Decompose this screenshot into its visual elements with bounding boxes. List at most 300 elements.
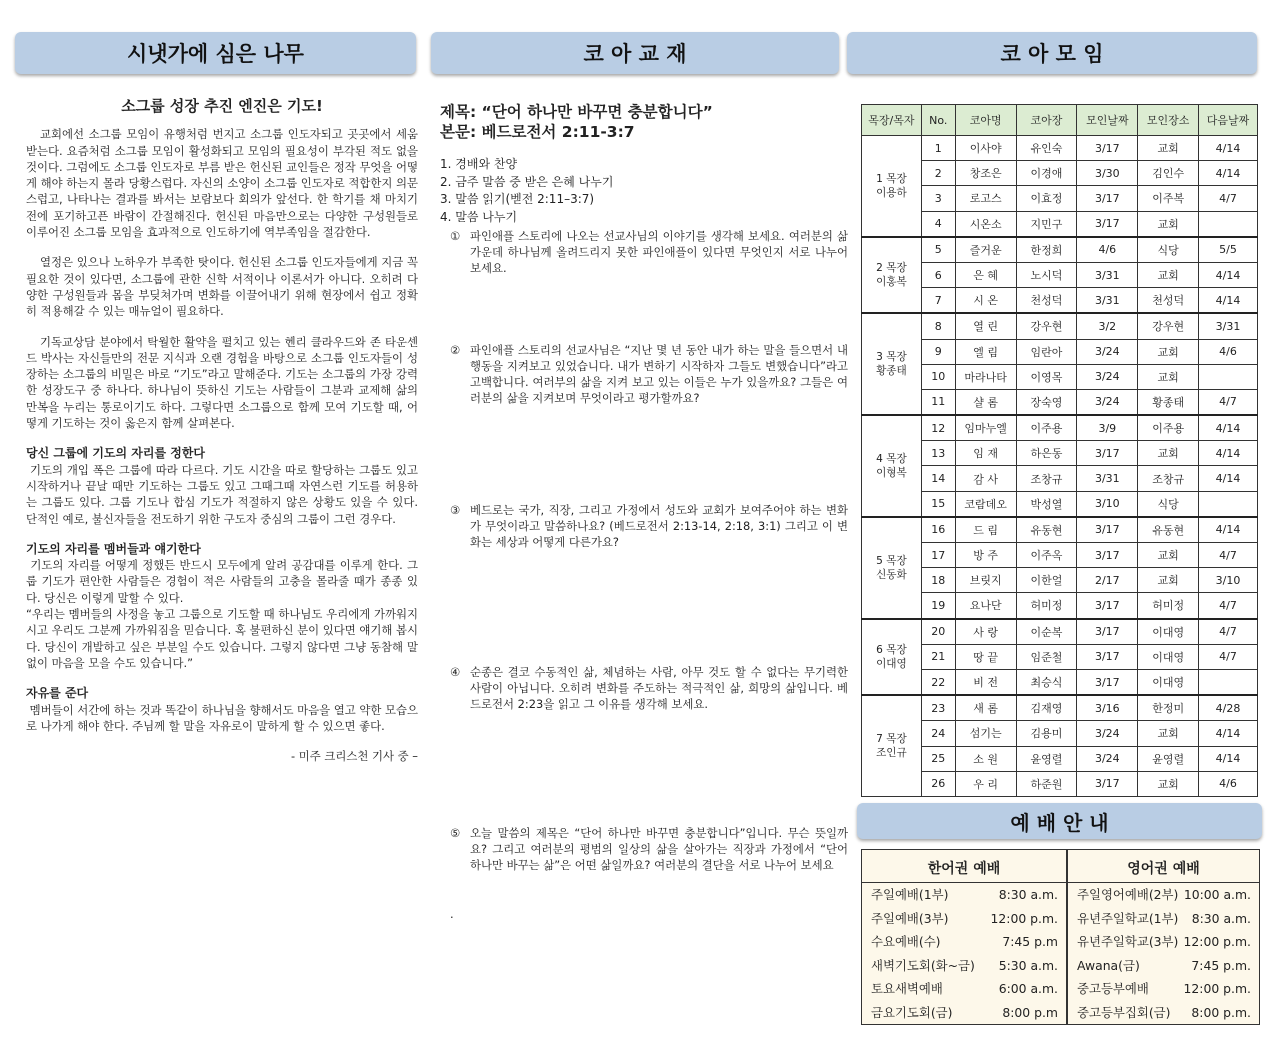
table-cell: 3/31: [1077, 262, 1138, 287]
worship-row: [862, 977, 1066, 1001]
table-cell: 3/17: [1077, 543, 1138, 568]
outline-item: 4. 말씀 나누기: [440, 209, 518, 224]
table-cell: 4/6: [1199, 771, 1258, 796]
mokja-name: 조인규: [876, 747, 907, 759]
table-cell: 4/7: [1199, 186, 1258, 211]
table-cell: 20: [921, 619, 955, 645]
table-row: [862, 211, 1258, 237]
table-cell: 로고스: [955, 186, 1016, 211]
section-heading: 당신 그룹에 기도의 자리를 정한다: [26, 446, 206, 461]
table-cell: 새 롬: [955, 695, 1016, 721]
table-row: [862, 364, 1258, 389]
worship-time: 7:45 p.m.: [1191, 957, 1251, 973]
table-cell: 4/28: [1199, 695, 1258, 721]
table-cell: 19: [921, 593, 955, 619]
table-cell: 임마누엘: [955, 415, 1016, 441]
mokjang-name: 7 목장: [876, 733, 907, 745]
table-cell: 23: [921, 695, 955, 721]
table-row: [862, 288, 1258, 314]
mokja-name: 황종태: [876, 365, 907, 378]
table-cell: 이순복: [1016, 619, 1077, 645]
table-cell: 25: [921, 746, 955, 771]
worship-time: 8:00 p.m: [1002, 1004, 1058, 1020]
worship-name: 유년주일학교(1부): [1077, 910, 1179, 926]
table-row: [862, 771, 1258, 796]
mokja-name: 이홍복: [876, 276, 907, 289]
table-cell: 교회: [1138, 441, 1199, 466]
worship-name: Awana(금): [1077, 957, 1140, 973]
table-cell: 15: [921, 491, 955, 517]
question-text: 파인애플 스토리에 나오는 선교사님의 이야기를 생각해 보세요. 여러분의 삶 가운데 하나님께 올려드리지 못한 파인애플이 있다면 무엇인지 서로 나누어보세요.: [470, 229, 848, 275]
table-cell: 최승식: [1016, 669, 1077, 695]
table-cell: 시온소: [955, 211, 1016, 237]
section-body: 기도의 개입 폭은 그룹에 따라 다르다. 기도 시간을 따로 할당하는 그룹도 있고 시작하거나 끝날 때만 기도하는 그룹도 있고 그때그때 자연스런 기도를 허용하는 그룹도 있다. 그룹 기도나 합심 기도가 적절하지 않은 상황도 있을 수 있다. 단적인 예로, 불신자들을 전도하기 위한 구도자 중심의 그룹이 그런 경우다.: [26, 462, 422, 526]
question: [450, 228, 848, 276]
table-cell: 3/17: [1077, 619, 1138, 645]
table-cell: 유인숙: [1016, 136, 1077, 161]
table-cell: 3/17: [1077, 136, 1138, 161]
mokjang-name: 3 목장: [876, 351, 907, 364]
worship-time: 7:45 p.m: [1002, 934, 1058, 949]
table-cell: 식당: [1138, 491, 1199, 517]
table-cell: 4/14: [1199, 161, 1258, 186]
table-cell: 3/16: [1077, 695, 1138, 721]
table-cell: 교회: [1138, 339, 1199, 364]
question-number: ①: [450, 229, 461, 243]
worship-name: 새벽기도회(화~금): [871, 957, 975, 973]
mokjang-name: 1 목장: [876, 172, 907, 185]
table-cell: 9: [921, 339, 955, 364]
table-cell: 3/17: [1077, 211, 1138, 237]
table-cell: 하준원: [1016, 771, 1077, 796]
table-cell: 3/17: [1077, 771, 1138, 796]
table-cell: 4/7: [1199, 619, 1258, 645]
article-paragraph: 기독교상담 분야에서 탁월한 활약을 펼치고 있는 헨리 클라우드와 존 타운센드 박사는 자신들만의 전문 지식과 오랜 경험을 바탕으로 소그룹 인도자들이 성장하는 소그룹의 비밀은 바로 “기도”라고 말해준다. 기도는 소그룹의 가장 강력한 성장도구 중 하나다. 하나님이 뜻하신 기도는 사람들이 그분과 교제해 삶의 만복을 누리는 통로이기도 하다. 그렇다면 소그룹으로 함께 모여 기도할 때, 어떻게 기도하는 것이 옳은지 함께 살펴본다.: [26, 334, 422, 431]
table-cell: 3/31: [1077, 466, 1138, 491]
korean-worship-heading: 한어권 예배: [862, 850, 1066, 883]
table-cell: 즐거운: [955, 237, 1016, 263]
table-cell: 3/24: [1077, 364, 1138, 389]
worship-row: [862, 954, 1066, 978]
worship-name: 주일예배(1부): [871, 887, 949, 902]
table-cell: 24: [921, 721, 955, 746]
table-cell: 장숙영: [1016, 389, 1077, 415]
table-cell: 이경애: [1016, 161, 1077, 186]
table-row: [862, 161, 1258, 186]
table-cell: 창조은: [955, 161, 1016, 186]
mokjang-cell: [862, 695, 922, 796]
banner-koa-lesson: 코 아 교 재: [431, 32, 839, 74]
table-cell: 조창규: [1016, 466, 1077, 491]
table-cell: 임 재: [955, 441, 1016, 466]
mokjang-cell: [862, 313, 922, 415]
table-cell: 22: [921, 669, 955, 695]
outline-item: 3. 말씀 읽기(벧전 2:11–3:7): [440, 192, 595, 206]
table-cell: 3/17: [1077, 517, 1138, 543]
worship-name: 주일영어예배(2부): [1077, 887, 1179, 902]
table-cell: 3/17: [1077, 593, 1138, 619]
table-cell: 4/7: [1199, 593, 1258, 619]
banner-worship: 예 배 안 내: [857, 803, 1262, 839]
table-cell: 소 원: [955, 746, 1016, 771]
table-row: [862, 619, 1258, 645]
mokjang-cell: [862, 415, 922, 517]
mokjang-cell: [862, 136, 922, 237]
article-section: [26, 685, 418, 734]
column-header: 코아명: [955, 105, 1016, 136]
table-cell: 열 린: [955, 313, 1016, 339]
table-cell: 4/14: [1199, 746, 1258, 771]
table-cell: 유동현: [1138, 517, 1199, 543]
table-cell: [1199, 364, 1258, 389]
table-cell: 17: [921, 543, 955, 568]
table-cell: 이주용: [1016, 415, 1077, 441]
table-row: [862, 669, 1258, 695]
table-cell: 한정희: [1016, 237, 1077, 263]
table-row: [862, 644, 1258, 669]
table-cell: 노시덕: [1016, 262, 1077, 287]
table-row: [862, 491, 1258, 517]
table-cell: 4/14: [1199, 466, 1258, 491]
table-cell: 7: [921, 288, 955, 314]
table-cell: 3/24: [1077, 746, 1138, 771]
table-cell: 14: [921, 466, 955, 491]
koa-table: [861, 104, 1258, 797]
table-cell: 5: [921, 237, 955, 263]
question-number: ⑤: [450, 826, 461, 840]
table-cell: 섬기는: [955, 721, 1016, 746]
table-cell: 3: [921, 186, 955, 211]
table-cell: 샬 롬: [955, 389, 1016, 415]
worship-name: 토요새벽예배: [871, 981, 943, 996]
table-cell: 땅 끝: [955, 644, 1016, 669]
table-header-row: [862, 105, 1258, 136]
table-row: [862, 593, 1258, 619]
mokja-name: 이대영: [876, 657, 907, 670]
question-text: 순종은 결코 수동적인 삶, 체념하는 사람, 아무 것도 할 수 없다는 무기력한 사람이 아닙니다. 오히려 변화를 주도하는 적극적인 삶, 희망의 삶입니다. 베드로전서 2:23을 읽고 그 이유를 생각해 보세요.: [470, 665, 848, 711]
table-row: [862, 746, 1258, 771]
table-row: [862, 441, 1258, 466]
article-title: 소그룹 성장 추진 엔진은 기도!: [121, 97, 323, 115]
worship-row: [862, 1001, 1066, 1025]
table-cell: 드 림: [955, 517, 1016, 543]
table-row: [862, 466, 1258, 491]
worship-row: [862, 883, 1066, 907]
table-row: [862, 389, 1258, 415]
worship-time: 12:00 p.m.: [990, 910, 1058, 926]
section-heading: 자유를 준다: [26, 686, 89, 701]
question-number: ④: [450, 665, 461, 679]
mokjang-cell: [862, 237, 922, 314]
table-cell: [1199, 211, 1258, 237]
table-cell: 하은동: [1016, 441, 1077, 466]
worship-time: 8:30 a.m.: [998, 887, 1058, 902]
mokjang-name: 4 목장: [876, 452, 907, 465]
table-cell: 허미정: [1138, 593, 1199, 619]
table-row: [862, 313, 1258, 339]
table-cell: 10: [921, 364, 955, 389]
table-cell: 교회: [1138, 262, 1199, 287]
article-paragraph: 교회에선 소그룹 모임이 유행처럼 번지고 소그룹 인도자되고 곳곳에서 세움 받는다. 요즘처럼 소그룹 모임이 활성화되고 모임의 필요성이 부각된 적도 없을 것이다. 그럼에도 소그룹 인도자로 부름 받은 헌신된 교인들은 정작 무엇을 어떻게 해야 하는지 몰라 당황스럽다. 자신의 소양이 소그룹 인도자로 적합한지 의문스럽고, 나타나는 결과를 봐서는 보람보다 회의가 앞선다. 한 학기를 채 마치기 전에 포기하고픈 바람이 간절해진다. 헌신된 마음만으로는 다양한 구성원들로 이루어진 소그룹 모임을 효과적으로 인도하기에 역부족임을 절감한다.: [26, 127, 422, 240]
table-cell: 3/17: [1077, 644, 1138, 669]
column-header: 목장/목자: [862, 105, 922, 136]
table-cell: 11: [921, 389, 955, 415]
table-cell: 한정미: [1138, 695, 1199, 721]
column-header: 코아장: [1016, 105, 1077, 136]
table-row: [862, 568, 1258, 593]
question-text: 베드로는 국가, 직장, 그리고 가정에서 성도와 교회가 보여주어야 하는 변화가 무엇이라고 말씀하나요? (베드로전서 2:13-14, 2:18, 3:1) 그리고 이 변화는 세상과 어떻게 다른가요?: [470, 503, 848, 549]
question: [450, 664, 848, 712]
table-cell: 교회: [1138, 721, 1199, 746]
table-cell: 우 리: [955, 771, 1016, 796]
article-section: [26, 541, 418, 671]
lesson: [440, 102, 848, 922]
column-header: 모인장소: [1138, 105, 1199, 136]
outline-item: 2. 금주 말씀 중 받은 은혜 나누기: [440, 174, 614, 189]
table-row: [862, 543, 1258, 568]
table-cell: 코람데오: [955, 491, 1016, 517]
table-cell: 3/31: [1199, 313, 1258, 339]
table-row: [862, 186, 1258, 211]
worship-name: 금요기도회(금): [871, 1004, 953, 1020]
table-cell: 이한얼: [1016, 568, 1077, 593]
table-cell: [1199, 491, 1258, 517]
article-signature: - 미주 크리스천 기사 중 –: [291, 749, 418, 764]
table-cell: 3/24: [1077, 339, 1138, 364]
table-row: [862, 339, 1258, 364]
table-cell: 이주옥: [1016, 543, 1077, 568]
lesson-scripture: 본문: 베드로전서 2:11-3:7: [440, 123, 635, 141]
table-cell: 강우현: [1138, 313, 1199, 339]
korean-worship-list: [862, 883, 1066, 1024]
mokjang-name: 6 목장: [876, 643, 907, 656]
worship-time: 8:30 a.m.: [1191, 910, 1251, 926]
worship-row: [862, 907, 1066, 931]
table-cell: 교회: [1138, 568, 1199, 593]
table-cell: 이사야: [955, 136, 1016, 161]
table-row: [862, 695, 1258, 721]
worship-name: 수요예배(수): [871, 934, 941, 949]
table-row: [862, 237, 1258, 263]
table-cell: 4/7: [1199, 389, 1258, 415]
table-row: [862, 262, 1258, 287]
table-cell: 26: [921, 771, 955, 796]
table-cell: 은 혜: [955, 262, 1016, 287]
table-cell: 감 사: [955, 466, 1016, 491]
table-cell: 교회: [1138, 364, 1199, 389]
question: [450, 502, 848, 550]
table-row: [862, 517, 1258, 543]
table-cell: 지민구: [1016, 211, 1077, 237]
table-row: [862, 415, 1258, 441]
table-cell: 16: [921, 517, 955, 543]
trailing-mark: [450, 906, 848, 922]
table-cell: 교회: [1138, 771, 1199, 796]
section-heading: 기도의 자리를 멤버들과 얘기한다: [26, 541, 201, 556]
english-worship-heading: 영어권 예배: [1068, 850, 1259, 883]
table-cell: 윤영렬: [1138, 746, 1199, 771]
table-cell: 김인수: [1138, 161, 1199, 186]
question-text: 오늘 말씀의 제목은 “단어 하나만 바꾸면 충분합니다”입니다. 무슨 뜻일까요? 그리고 여러분의 평범의 일상의 삶을 살아가는 직장과 가정에서 “단어 하나만 바꾸는 삶”은 어떤 삶일까요? 여러분의 결단을 서로 나누어 보세요: [470, 826, 848, 872]
worship-time: 8:00 p.m.: [1191, 1004, 1251, 1020]
table-cell: 3/31: [1077, 288, 1138, 314]
table-cell: [1199, 669, 1258, 695]
table-cell: 황종태: [1138, 389, 1199, 415]
worship-name: 주일예배(3부): [871, 910, 949, 926]
table-cell: 3/30: [1077, 161, 1138, 186]
worship-row: [862, 930, 1066, 954]
table-cell: 4/14: [1199, 262, 1258, 287]
table-cell: 방 주: [955, 543, 1016, 568]
table-cell: 박성열: [1016, 491, 1077, 517]
table-cell: 이대영: [1138, 669, 1199, 695]
question: [450, 825, 848, 873]
mokjang-name: 5 목장: [876, 554, 907, 567]
table-cell: 임란아: [1016, 339, 1077, 364]
article-paragraph: 열정은 있으나 노하우가 부족한 탓이다. 헌신된 소그룹 인도자들에게 지금 꼭 필요한 것이 있다면, 소그룹에 관한 신학 서적이나 이론서가 아니다. 오히려 다양한 구성원들과 몸을 부딪쳐가며 변화를 이끌어내기 위해 현장에서 쉽고 정확히 적용해갈 수 있는 매뉴얼이 필요하다.: [26, 255, 422, 319]
worship-time: 10:00 a.m.: [1183, 887, 1251, 902]
table-cell: 유동현: [1016, 517, 1077, 543]
table-cell: 교회: [1138, 543, 1199, 568]
table-cell: 3/24: [1077, 721, 1138, 746]
table-row: [862, 136, 1258, 161]
table-cell: 식당: [1138, 237, 1199, 263]
table-cell: 이대영: [1138, 644, 1199, 669]
worship-time: 12:00 p.m.: [1183, 934, 1251, 949]
column-header: 모인날짜: [1077, 105, 1138, 136]
worship-name: 중고등부집회(금): [1077, 1004, 1171, 1020]
article-section: [26, 445, 422, 526]
english-worship: [1068, 850, 1259, 1024]
banner-koa-meeting: 코 아 모 임: [847, 32, 1257, 74]
mokja-name: 이형복: [876, 466, 907, 479]
table-cell: 4: [921, 211, 955, 237]
mokjang-cell: [862, 619, 922, 696]
table-cell: 3/24: [1077, 389, 1138, 415]
table-cell: 4/14: [1199, 136, 1258, 161]
question: [450, 342, 848, 406]
table-cell: 12: [921, 415, 955, 441]
column-header: 다음날짜: [1199, 105, 1258, 136]
table-cell: 4/14: [1199, 415, 1258, 441]
table-cell: 이주복: [1138, 186, 1199, 211]
section-body: 기도의 자리를 어떻게 정했든 반드시 모두에게 알려 공감대를 이루게 한다. 그룹 기도가 편안한 사람들은 경험이 적은 사람들의 고충을 몰라줄 때가 종종 있다. 당신은 이렇게 말할 수 있다. “우리는 멤버들의 사정을 놓고 그룹으로 기도할 때 하나님도 우리에게 가까워지시고 우리도 그분께 가까워짐을 믿습니다. 혹 불편하신 분이 있다면 얘기해 봅시다. 당신이 개발하고 싶은 부분일 수도 있습니다. 그렇지 않다면 그냥 동참해 말없이 마음을 모을 수도 있습니다.”: [26, 558, 419, 670]
table-cell: 비 전: [955, 669, 1016, 695]
table-cell: 3/17: [1077, 669, 1138, 695]
worship-time: 6:00 a.m.: [998, 981, 1058, 996]
table-cell: 3/10: [1077, 491, 1138, 517]
table-cell: 허미정: [1016, 593, 1077, 619]
table-cell: 천성덕: [1016, 288, 1077, 314]
koa-table-body: [862, 136, 1258, 797]
table-cell: 2/17: [1077, 568, 1138, 593]
question-text: 파인애플 스토리의 선교사님은 “지난 몇 년 동안 내가 하는 말을 들으면서 내 행동을 지켜보고 있었습니다. 내가 변하기 시작하자 그들도 변했습니다”라고 고백합니다. 여러부의 삶을 지켜 보고 있는 이들은 누가 있을까요? 그들은 여러분의 삶을 지켜보며 무엇이라고 평가할까요?: [470, 343, 848, 405]
table-cell: 김재영: [1016, 695, 1077, 721]
mokja-name: 신동화: [876, 568, 907, 581]
table-cell: 5/5: [1199, 237, 1258, 263]
worship-row: [1068, 907, 1259, 931]
section-body: 멤버들이 서간에 하는 것과 똑같이 하나님을 향해서도 마음을 열고 약한 모습으로 나가게 해야 한다. 주님께 할 말을 자유로이 말하게 할 수 있으면 좋다.: [26, 702, 418, 733]
table-cell: 4/14: [1199, 517, 1258, 543]
lesson-outline: [440, 156, 848, 226]
table-cell: 21: [921, 644, 955, 669]
table-cell: 1: [921, 136, 955, 161]
table-cell: 3/10: [1199, 568, 1258, 593]
worship-row: [1068, 883, 1259, 907]
table-cell: 교회: [1138, 136, 1199, 161]
table-cell: 요나단: [955, 593, 1016, 619]
worship-schedule: [861, 849, 1260, 1025]
table-cell: 브릿지: [955, 568, 1016, 593]
worship-row: [1068, 930, 1259, 954]
question-number: ③: [450, 503, 461, 517]
mokjang-cell: [862, 517, 922, 619]
table-cell: 강우현: [1016, 313, 1077, 339]
table-cell: 이효정: [1016, 186, 1077, 211]
article: [26, 97, 422, 764]
table-cell: 3/9: [1077, 415, 1138, 441]
column-header: No.: [921, 105, 955, 136]
table-cell: 3/17: [1077, 186, 1138, 211]
table-cell: 교회: [1138, 211, 1199, 237]
lesson-title: 제목: “단어 하나만 바꾸면 충분합니다”: [440, 103, 713, 121]
table-cell: 4/7: [1199, 644, 1258, 669]
mokjang-name: 2 목장: [876, 262, 907, 275]
table-cell: 3/2: [1077, 313, 1138, 339]
table-cell: 엘 림: [955, 339, 1016, 364]
table-cell: 4/14: [1199, 288, 1258, 314]
table-cell: 6: [921, 262, 955, 287]
table-row: [862, 721, 1258, 746]
table-cell: 이대영: [1138, 619, 1199, 645]
worship-name: 중고등부예배: [1077, 981, 1149, 996]
table-cell: 이주용: [1138, 415, 1199, 441]
table-cell: 사 랑: [955, 619, 1016, 645]
worship-row: [1068, 977, 1259, 1001]
table-cell: 2: [921, 161, 955, 186]
table-cell: 18: [921, 568, 955, 593]
trailing-dot: .: [450, 907, 454, 921]
worship-time: 5:30 a.m.: [998, 957, 1058, 973]
worship-time: 12:00 p.m.: [1183, 981, 1251, 996]
table-cell: 4/7: [1199, 543, 1258, 568]
table-cell: 이영목: [1016, 364, 1077, 389]
korean-worship: [862, 850, 1068, 1024]
worship-row: [1068, 1001, 1259, 1025]
table-cell: 조창규: [1138, 466, 1199, 491]
table-cell: 4/6: [1199, 339, 1258, 364]
table-cell: 김용미: [1016, 721, 1077, 746]
worship-name: 유년주일학교(3부): [1077, 934, 1179, 949]
banner-tree: 시냇가에 심은 나무: [15, 32, 416, 74]
table-cell: 4/14: [1199, 721, 1258, 746]
table-cell: 4/6: [1077, 237, 1138, 263]
table-cell: 윤영렬: [1016, 746, 1077, 771]
worship-row: [1068, 954, 1259, 978]
english-worship-list: [1068, 883, 1259, 1024]
mokja-name: 이용하: [876, 186, 907, 199]
question-number: ②: [450, 343, 461, 357]
table-cell: 임준철: [1016, 644, 1077, 669]
table-cell: 마라나타: [955, 364, 1016, 389]
table-cell: 천성덕: [1138, 288, 1199, 314]
outline-item: 1. 경배와 찬양: [440, 157, 518, 171]
table-cell: 4/14: [1199, 441, 1258, 466]
table-cell: 시 온: [955, 288, 1016, 314]
table-cell: 3/17: [1077, 441, 1138, 466]
table-cell: 13: [921, 441, 955, 466]
table-cell: 8: [921, 313, 955, 339]
